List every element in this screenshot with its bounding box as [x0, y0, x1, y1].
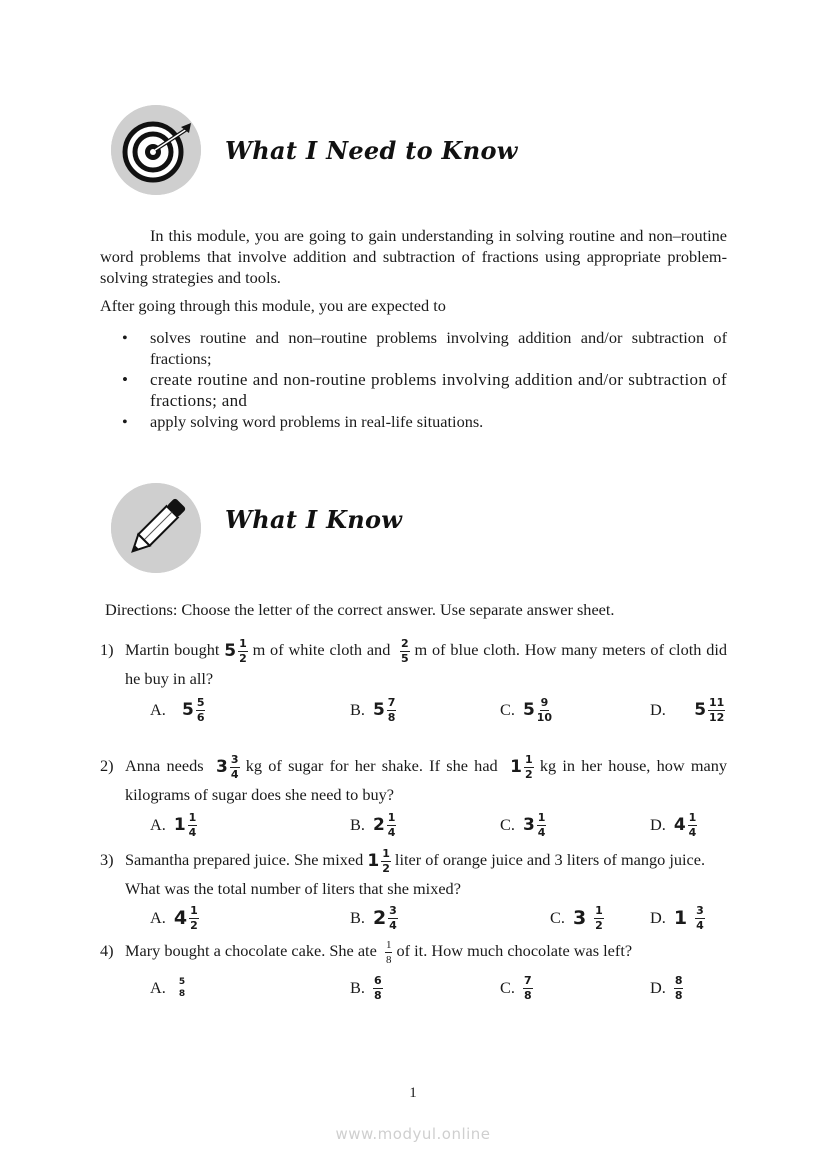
bullet-icon: •	[122, 370, 129, 389]
question-3: 3) Samantha prepared juice. She mixed 1 $\frac{1}{2}$ liter of orange juice and 3 liters of mango juice. What was the total number of liters that she mixed?	[100, 846, 706, 898]
option-c[interactable]: C. 5 $\frac{9}{10}$	[500, 695, 553, 724]
objective-item: • apply solving word problems in real-life situations.	[122, 412, 484, 431]
option-c[interactable]: C. $\frac{7}{8}$	[500, 973, 532, 1002]
page-number: 1	[409, 1085, 417, 1101]
mixed-number: 1 $\frac{1}{2}$	[367, 846, 390, 875]
mixed-number: 1 $\frac{1}{2}$	[510, 752, 533, 781]
question-2: 2) Anna needs 3 $\frac{3}{4}$ kg of sugar for her shake. If she had 1 $\frac{1}{2}$ kg in her house, how many kilograms of sugar does she need to buy?	[100, 752, 728, 804]
section-title-what-i-know: What I Know	[225, 505, 403, 534]
option-a[interactable]: A. 5 $\frac{5}{6}$	[150, 695, 205, 724]
option-d[interactable]: D. 4 $\frac{1}{4}$	[650, 810, 697, 839]
directions: Directions: Choose the letter of the correct answer. Use separate answer sheet.	[105, 600, 615, 619]
fraction: $\frac{1}{8}$	[385, 938, 392, 966]
target-icon	[111, 105, 201, 195]
section-title-what-i-need-to-know: What I Need to Know	[225, 136, 518, 165]
question-1-options	[150, 692, 730, 728]
question-number: 3)	[100, 850, 114, 869]
option-c[interactable]: C. 3 $\frac{1}{4}$	[500, 810, 546, 839]
question-number: 2)	[100, 756, 114, 775]
question-4: 4) Mary bought a chocolate cake. She ate $\frac{1}{8}$ of it. How much chocolate was left?	[100, 938, 633, 966]
mixed-number: 5 $\frac{1}{2}$	[224, 636, 247, 665]
mixed-number: 3 $\frac{3}{4}$	[216, 752, 239, 781]
option-b[interactable]: B. 2 $\frac{1}{4}$	[350, 810, 396, 839]
option-b[interactable]: B. 5 $\frac{7}{8}$	[350, 695, 396, 724]
option-b[interactable]: B. 2 $\frac{3}{4}$	[350, 903, 397, 932]
watermark: www.modyul.online	[335, 1125, 491, 1143]
option-a[interactable]: A. 5 8	[150, 977, 186, 999]
objective-item: • create routine and non-routine problems involving addition and/or subtraction of fractions; and	[122, 370, 727, 410]
fraction: $\frac{2}{5}$	[401, 636, 409, 665]
option-c[interactable]: C. 3 $\frac{1}{2}$	[550, 903, 603, 932]
option-d[interactable]: D. 5 $\frac{11}{12}$	[650, 695, 725, 724]
pencil-icon	[111, 483, 201, 573]
objectives-list	[100, 327, 727, 432]
question-4-options	[150, 970, 730, 1006]
question-number: 4)	[100, 941, 114, 960]
intro-lead: After going through this module, you are expected to	[100, 296, 446, 315]
intro-paragraph: In this module, you are going to gain understanding in solving routine and non–routine word problems that involve addition and subtraction of fractions using appropriate problem-solving strategies and tools.	[100, 226, 727, 287]
bullet-icon: •	[122, 412, 128, 431]
option-a[interactable]: A. 4 $\frac{1}{2}$	[150, 903, 198, 932]
option-d[interactable]: D. $\frac{8}{8}$	[650, 973, 683, 1002]
bullet-icon: •	[122, 328, 128, 347]
question-number: 1)	[100, 640, 114, 659]
option-d[interactable]: D. 1 $\frac{3}{4}$	[650, 903, 704, 932]
question-2-options	[150, 807, 730, 843]
objective-item: • solves routine and non–routine problems involving addition and/or subtraction of fractions;	[122, 328, 727, 368]
question-3-options	[150, 900, 730, 936]
option-a[interactable]: A. 1 $\frac{1}{4}$	[150, 810, 197, 839]
option-b[interactable]: B. $\frac{6}{8}$	[350, 973, 382, 1002]
question-1: 1) Martin bought 5 $\frac{1}{2}$ m of white cloth and $\frac{2}{5}$ m of blue cloth. How many meters of cloth did he buy in all?	[100, 636, 728, 688]
